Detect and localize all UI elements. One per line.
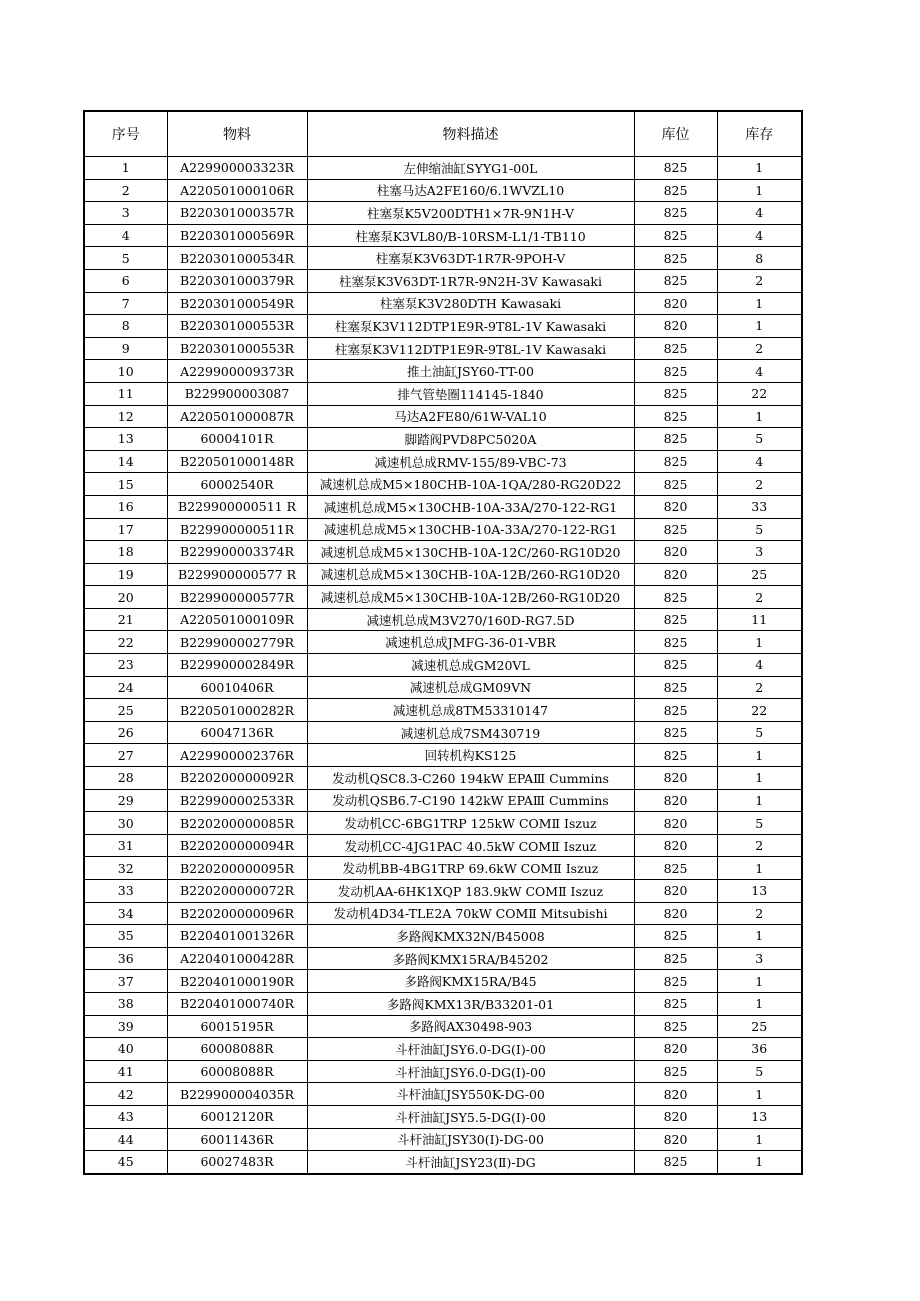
cell-stock: 2	[717, 586, 802, 609]
cell-description: 减速机总成M5×180CHB-10A-1QA/280-RG20D22	[307, 473, 634, 496]
cell-material: B229900000577R	[167, 586, 307, 609]
cell-location: 820	[634, 880, 717, 903]
cell-index: 10	[84, 360, 167, 383]
table-row	[84, 1083, 802, 1106]
cell-location: 820	[634, 563, 717, 586]
cell-index: 23	[84, 654, 167, 677]
cell-description: 减速机总成M5×130CHB-10A-33A/270-122-RG1	[307, 495, 634, 518]
cell-description: 马达A2FE80/61W-VAL10	[307, 405, 634, 428]
table-row	[84, 563, 802, 586]
table-row	[84, 541, 802, 564]
cell-index: 22	[84, 631, 167, 654]
cell-material: B220301000553R	[167, 337, 307, 360]
table-row	[84, 518, 802, 541]
table-row	[84, 1038, 802, 1061]
cell-location: 820	[634, 315, 717, 338]
header-stock: 库存	[717, 111, 802, 157]
cell-index: 31	[84, 834, 167, 857]
cell-location: 825	[634, 970, 717, 993]
cell-index: 8	[84, 315, 167, 338]
cell-location: 825	[634, 947, 717, 970]
cell-description: 柱塞泵K3V63DT-1R7R-9POH-V	[307, 247, 634, 270]
cell-description: 发动机AA-6HK1XQP 183.9kW COMⅡ Iszuz	[307, 880, 634, 903]
cell-location: 825	[634, 1060, 717, 1083]
cell-index: 16	[84, 495, 167, 518]
cell-location: 820	[634, 1083, 717, 1106]
cell-description: 柱塞泵K5V200DTH1×7R-9N1H-V	[307, 202, 634, 225]
header-description: 物料描述	[307, 111, 634, 157]
cell-stock: 4	[717, 654, 802, 677]
cell-material: A229900003323R	[167, 157, 307, 180]
cell-description: 多路阀AX30498-903	[307, 1015, 634, 1038]
cell-location: 825	[634, 247, 717, 270]
table-row	[84, 360, 802, 383]
table-row	[84, 1128, 802, 1151]
cell-location: 825	[634, 405, 717, 428]
cell-description: 减速机总成JMFG-36-01-VBR	[307, 631, 634, 654]
table-row	[84, 1015, 802, 1038]
cell-index: 3	[84, 202, 167, 225]
cell-material: 60010406R	[167, 676, 307, 699]
cell-location: 825	[634, 1151, 717, 1174]
table-row	[84, 1105, 802, 1128]
cell-location: 825	[634, 224, 717, 247]
cell-description: 减速机总成GM20VL	[307, 654, 634, 677]
cell-description: 发动机BB-4BG1TRP 69.6kW COMⅡ Iszuz	[307, 857, 634, 880]
cell-description: 减速机总成8TM53310147	[307, 699, 634, 722]
cell-stock: 1	[717, 767, 802, 790]
cell-stock: 33	[717, 495, 802, 518]
cell-material: B229900002779R	[167, 631, 307, 654]
cell-index: 2	[84, 179, 167, 202]
cell-description: 减速机总成RMV-155/89-VBC-73	[307, 450, 634, 473]
cell-description: 左伸缩油缸SYYG1-00L	[307, 157, 634, 180]
cell-index: 37	[84, 970, 167, 993]
cell-stock: 1	[717, 179, 802, 202]
cell-stock: 4	[717, 202, 802, 225]
cell-location: 825	[634, 857, 717, 880]
cell-index: 25	[84, 699, 167, 722]
cell-index: 32	[84, 857, 167, 880]
cell-location: 825	[634, 382, 717, 405]
cell-stock: 5	[717, 812, 802, 835]
cell-material: 60004101R	[167, 428, 307, 451]
cell-index: 17	[84, 518, 167, 541]
cell-material: B229900000511 R	[167, 495, 307, 518]
cell-index: 45	[84, 1151, 167, 1174]
table-row	[84, 992, 802, 1015]
cell-index: 12	[84, 405, 167, 428]
cell-location: 825	[634, 157, 717, 180]
cell-stock: 3	[717, 541, 802, 564]
cell-description: 柱塞泵K3V112DTP1E9R-9T8L-1V Kawasaki	[307, 337, 634, 360]
cell-description: 柱塞泵K3V63DT-1R7R-9N2H-3V Kawasaki	[307, 269, 634, 292]
cell-location: 820	[634, 902, 717, 925]
table-row	[84, 925, 802, 948]
cell-material: 60015195R	[167, 1015, 307, 1038]
cell-index: 15	[84, 473, 167, 496]
cell-location: 825	[634, 202, 717, 225]
cell-material: B220401000740R	[167, 992, 307, 1015]
cell-location: 825	[634, 473, 717, 496]
table-row	[84, 970, 802, 993]
cell-material: B229900004035R	[167, 1083, 307, 1106]
cell-index: 21	[84, 608, 167, 631]
cell-material: B229900000511R	[167, 518, 307, 541]
cell-location: 825	[634, 699, 717, 722]
table-row	[84, 315, 802, 338]
cell-index: 29	[84, 789, 167, 812]
cell-material: B229900002533R	[167, 789, 307, 812]
cell-material: B220200000085R	[167, 812, 307, 835]
cell-location: 820	[634, 541, 717, 564]
cell-location: 825	[634, 631, 717, 654]
cell-description: 脚踏阀PVD8PC5020A	[307, 428, 634, 451]
cell-material: 60011436R	[167, 1128, 307, 1151]
table-row	[84, 834, 802, 857]
cell-stock: 1	[717, 631, 802, 654]
cell-material: B220200000095R	[167, 857, 307, 880]
table-row	[84, 767, 802, 790]
cell-location: 825	[634, 337, 717, 360]
table-row	[84, 947, 802, 970]
cell-stock: 1	[717, 292, 802, 315]
cell-stock: 8	[717, 247, 802, 270]
header-location: 库位	[634, 111, 717, 157]
cell-stock: 1	[717, 744, 802, 767]
cell-location: 825	[634, 925, 717, 948]
cell-index: 28	[84, 767, 167, 790]
cell-index: 9	[84, 337, 167, 360]
inventory-table	[83, 110, 803, 1175]
cell-material: B220200000096R	[167, 902, 307, 925]
cell-index: 41	[84, 1060, 167, 1083]
cell-material: B220301000534R	[167, 247, 307, 270]
cell-stock: 22	[717, 382, 802, 405]
cell-stock: 5	[717, 518, 802, 541]
table-row	[84, 880, 802, 903]
cell-stock: 4	[717, 224, 802, 247]
cell-description: 斗杆油缸JSY30(Ⅰ)-DG-00	[307, 1128, 634, 1151]
table-row	[84, 292, 802, 315]
cell-location: 820	[634, 1128, 717, 1151]
cell-location: 825	[634, 360, 717, 383]
table-row	[84, 608, 802, 631]
table-row	[84, 450, 802, 473]
cell-material: B220200000072R	[167, 880, 307, 903]
cell-stock: 4	[717, 450, 802, 473]
cell-stock: 2	[717, 473, 802, 496]
table-row	[84, 1060, 802, 1083]
cell-index: 1	[84, 157, 167, 180]
cell-index: 13	[84, 428, 167, 451]
cell-location: 825	[634, 1015, 717, 1038]
cell-description: 减速机总成M5×130CHB-10A-12B/260-RG10D20	[307, 586, 634, 609]
cell-location: 820	[634, 292, 717, 315]
cell-index: 7	[84, 292, 167, 315]
cell-material: A220501000106R	[167, 179, 307, 202]
cell-stock: 1	[717, 1151, 802, 1174]
cell-description: 柱塞马达A2FE160/6.1WVZL10	[307, 179, 634, 202]
cell-description: 多路阀KMX32N/B45008	[307, 925, 634, 948]
cell-stock: 36	[717, 1038, 802, 1061]
cell-index: 19	[84, 563, 167, 586]
cell-location: 825	[634, 721, 717, 744]
cell-material: A220501000109R	[167, 608, 307, 631]
cell-description: 斗杆油缸JSY550K-DG-00	[307, 1083, 634, 1106]
table-row	[84, 1151, 802, 1174]
cell-description: 排气管垫圈114145-1840	[307, 382, 634, 405]
cell-index: 20	[84, 586, 167, 609]
cell-material: 60008088R	[167, 1038, 307, 1061]
cell-description: 减速机总成M5×130CHB-10A-33A/270-122-RG1	[307, 518, 634, 541]
table-row	[84, 902, 802, 925]
cell-index: 11	[84, 382, 167, 405]
header-index: 序号	[84, 111, 167, 157]
cell-location: 825	[634, 450, 717, 473]
cell-stock: 1	[717, 405, 802, 428]
cell-location: 820	[634, 812, 717, 835]
cell-material: 60047136R	[167, 721, 307, 744]
table-row	[84, 857, 802, 880]
cell-material: A220401000428R	[167, 947, 307, 970]
cell-description: 发动机CC-6BG1TRP 125kW COMⅡ Iszuz	[307, 812, 634, 835]
cell-index: 35	[84, 925, 167, 948]
cell-material: A229900002376R	[167, 744, 307, 767]
cell-stock: 1	[717, 970, 802, 993]
cell-description: 减速机总成M5×130CHB-10A-12C/260-RG10D20	[307, 541, 634, 564]
table-row	[84, 405, 802, 428]
cell-description: 柱塞泵K3V280DTH Kawasaki	[307, 292, 634, 315]
cell-index: 44	[84, 1128, 167, 1151]
cell-material: B220401001326R	[167, 925, 307, 948]
cell-index: 26	[84, 721, 167, 744]
cell-description: 斗杆油缸JSY6.0-DG(Ⅰ)-00	[307, 1038, 634, 1061]
cell-material: B220401000190R	[167, 970, 307, 993]
table-row	[84, 202, 802, 225]
table-row	[84, 179, 802, 202]
cell-description: 减速机总成M5×130CHB-10A-12B/260-RG10D20	[307, 563, 634, 586]
cell-stock: 1	[717, 992, 802, 1015]
cell-material: A220501000087R	[167, 405, 307, 428]
cell-description: 发动机4D34-TLE2A 70kW COMⅡ Mitsubishi	[307, 902, 634, 925]
cell-stock: 1	[717, 157, 802, 180]
cell-material: B220200000094R	[167, 834, 307, 857]
cell-stock: 1	[717, 1128, 802, 1151]
table-row	[84, 157, 802, 180]
cell-stock: 2	[717, 902, 802, 925]
cell-location: 825	[634, 586, 717, 609]
cell-material: B220301000569R	[167, 224, 307, 247]
cell-location: 825	[634, 179, 717, 202]
cell-description: 多路阀KMX15RA/B45202	[307, 947, 634, 970]
cell-location: 825	[634, 518, 717, 541]
cell-index: 38	[84, 992, 167, 1015]
cell-index: 36	[84, 947, 167, 970]
cell-stock: 25	[717, 563, 802, 586]
cell-material: B229900003087	[167, 382, 307, 405]
cell-location: 825	[634, 269, 717, 292]
cell-material: B220301000379R	[167, 269, 307, 292]
table-row	[84, 699, 802, 722]
table-row	[84, 631, 802, 654]
table-row	[84, 473, 802, 496]
cell-stock: 22	[717, 699, 802, 722]
cell-stock: 13	[717, 1105, 802, 1128]
cell-stock: 4	[717, 360, 802, 383]
cell-location: 820	[634, 767, 717, 790]
cell-location: 825	[634, 654, 717, 677]
cell-location: 820	[634, 834, 717, 857]
cell-stock: 2	[717, 337, 802, 360]
cell-index: 18	[84, 541, 167, 564]
table-row	[84, 337, 802, 360]
cell-description: 减速机总成7SM430719	[307, 721, 634, 744]
cell-material: B220301000553R	[167, 315, 307, 338]
cell-index: 27	[84, 744, 167, 767]
cell-index: 34	[84, 902, 167, 925]
cell-stock: 25	[717, 1015, 802, 1038]
table-body	[84, 157, 802, 1174]
cell-location: 825	[634, 676, 717, 699]
cell-material: A229900009373R	[167, 360, 307, 383]
cell-index: 6	[84, 269, 167, 292]
cell-stock: 13	[717, 880, 802, 903]
cell-stock: 5	[717, 428, 802, 451]
cell-description: 斗杆油缸JSY23(Ⅱ)-DG	[307, 1151, 634, 1174]
table-row	[84, 428, 802, 451]
table-row	[84, 676, 802, 699]
cell-material: B229900002849R	[167, 654, 307, 677]
table-row	[84, 721, 802, 744]
cell-description: 发动机CC-4JG1PAC 40.5kW COMⅡ Iszuz	[307, 834, 634, 857]
cell-description: 回转机构KS125	[307, 744, 634, 767]
cell-description: 柱塞泵K3VL80/B-10RSM-L1/1-TB110	[307, 224, 634, 247]
cell-index: 39	[84, 1015, 167, 1038]
cell-stock: 1	[717, 857, 802, 880]
cell-stock: 3	[717, 947, 802, 970]
cell-description: 减速机总成GM09VN	[307, 676, 634, 699]
cell-description: 多路阀KMX13R/B33201-01	[307, 992, 634, 1015]
cell-description: 斗杆油缸JSY5.5-DG(Ⅰ)-00	[307, 1105, 634, 1128]
table-row	[84, 789, 802, 812]
table-row	[84, 224, 802, 247]
cell-location: 825	[634, 744, 717, 767]
cell-description: 发动机QSB6.7-C190 142kW EPAⅢ Cummins	[307, 789, 634, 812]
cell-material: B220301000549R	[167, 292, 307, 315]
cell-location: 825	[634, 992, 717, 1015]
cell-index: 24	[84, 676, 167, 699]
cell-stock: 1	[717, 925, 802, 948]
cell-index: 30	[84, 812, 167, 835]
cell-location: 820	[634, 1105, 717, 1128]
cell-stock: 1	[717, 1083, 802, 1106]
cell-stock: 5	[717, 721, 802, 744]
cell-material: 60012120R	[167, 1105, 307, 1128]
header-material: 物料	[167, 111, 307, 157]
cell-stock: 2	[717, 834, 802, 857]
table-row	[84, 586, 802, 609]
table-row	[84, 269, 802, 292]
cell-index: 43	[84, 1105, 167, 1128]
cell-location: 825	[634, 428, 717, 451]
cell-material: B229900000577 R	[167, 563, 307, 586]
table-row	[84, 812, 802, 835]
cell-material: B229900003374R	[167, 541, 307, 564]
cell-stock: 1	[717, 315, 802, 338]
cell-index: 42	[84, 1083, 167, 1106]
cell-location: 820	[634, 1038, 717, 1061]
cell-location: 820	[634, 495, 717, 518]
cell-material: B220200000092R	[167, 767, 307, 790]
table-row	[84, 382, 802, 405]
cell-material: 60027483R	[167, 1151, 307, 1174]
cell-description: 减速机总成M3V270/160D-RG7.5D	[307, 608, 634, 631]
cell-material: 60008088R	[167, 1060, 307, 1083]
cell-material: B220501000282R	[167, 699, 307, 722]
cell-material: B220301000357R	[167, 202, 307, 225]
table-row	[84, 495, 802, 518]
cell-index: 4	[84, 224, 167, 247]
cell-description: 多路阀KMX15RA/B45	[307, 970, 634, 993]
cell-description: 发动机QSC8.3-C260 194kW EPAⅢ Cummins	[307, 767, 634, 790]
cell-stock: 1	[717, 789, 802, 812]
cell-location: 820	[634, 789, 717, 812]
cell-index: 40	[84, 1038, 167, 1061]
cell-index: 14	[84, 450, 167, 473]
cell-material: B220501000148R	[167, 450, 307, 473]
cell-description: 柱塞泵K3V112DTP1E9R-9T8L-1V Kawasaki	[307, 315, 634, 338]
table-row	[84, 247, 802, 270]
table-row	[84, 744, 802, 767]
cell-stock: 2	[717, 269, 802, 292]
cell-stock: 11	[717, 608, 802, 631]
cell-description: 斗杆油缸JSY6.0-DG(Ⅰ)-00	[307, 1060, 634, 1083]
cell-material: 60002540R	[167, 473, 307, 496]
cell-index: 5	[84, 247, 167, 270]
cell-stock: 2	[717, 676, 802, 699]
cell-description: 推土油缸JSY60-TT-00	[307, 360, 634, 383]
cell-stock: 5	[717, 1060, 802, 1083]
cell-index: 33	[84, 880, 167, 903]
table-row	[84, 654, 802, 677]
header-row	[84, 111, 802, 157]
cell-location: 825	[634, 608, 717, 631]
